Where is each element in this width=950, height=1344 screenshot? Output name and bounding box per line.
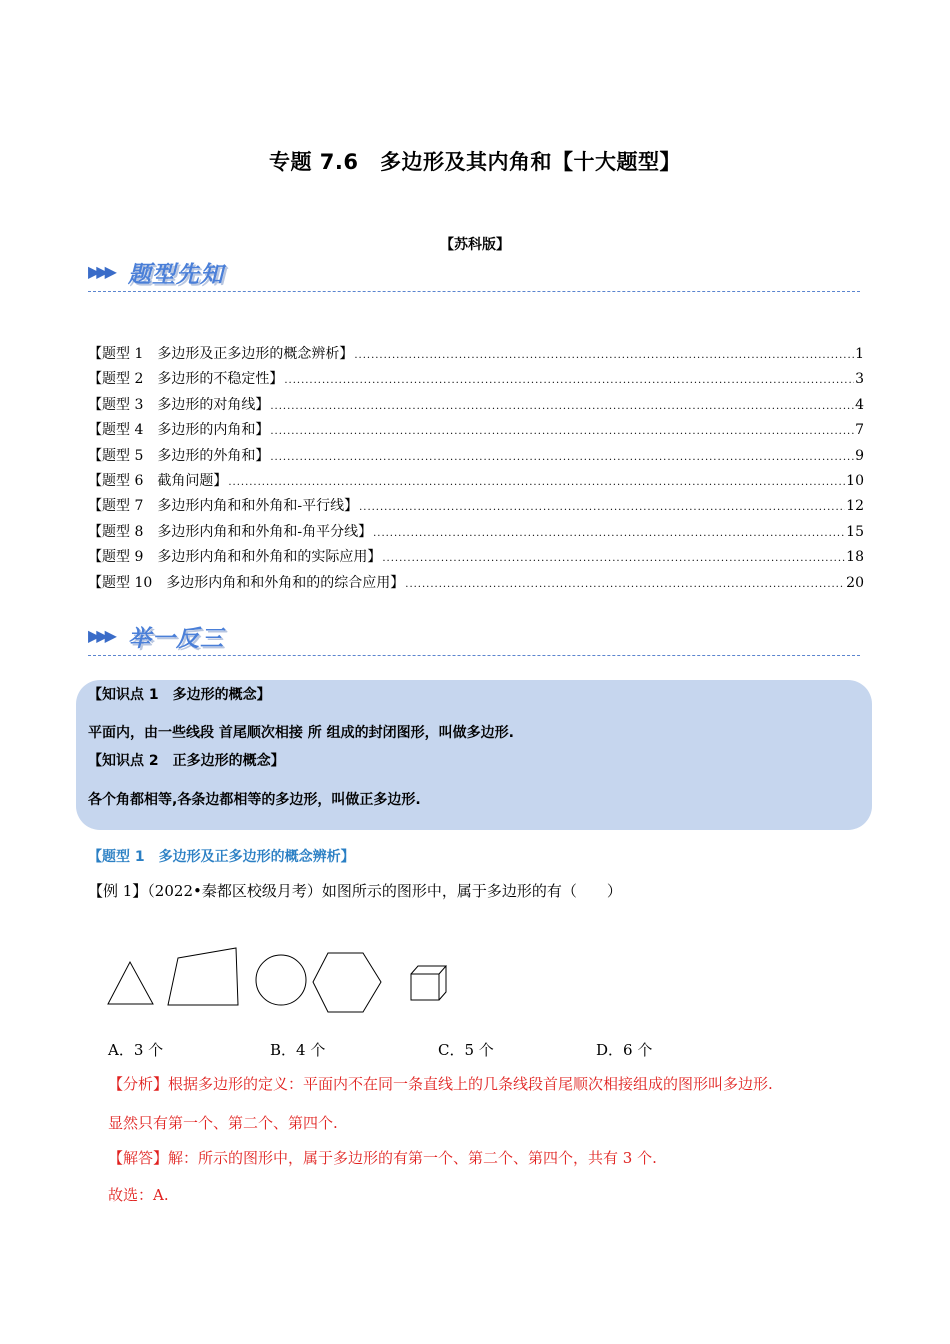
answer-line: 故选：A. xyxy=(108,1186,169,1204)
table-of-contents xyxy=(88,342,864,596)
toc-entry-page: 3 xyxy=(855,371,864,388)
question-type-heading: 【题型 1 多边形及正多边形的概念辨析】 xyxy=(88,849,355,865)
toc-entry-page: 1 xyxy=(855,346,864,362)
toc-entry-label: 【题型 4 多边形的内角和】 xyxy=(88,422,270,439)
knowledge-point-1-title: 【知识点 1 多边形的概念】 xyxy=(88,687,271,703)
triangle-shape xyxy=(108,962,153,1004)
edition-label: 【苏科版】 xyxy=(440,237,510,253)
divider xyxy=(88,291,860,292)
toc-entry[interactable] xyxy=(88,393,864,418)
toc-entry-page: 4 xyxy=(855,396,864,413)
section-banner-practice xyxy=(88,620,288,654)
banner-arrows-icon: ▶▶▶ xyxy=(88,262,113,281)
toc-entry-page: 18 xyxy=(846,549,864,566)
option-b: B．4 个 xyxy=(270,1041,326,1059)
shapes-figure xyxy=(100,940,500,1020)
solution-line: 【解答】解：所示的图形中，属于多边形的有第一个、第二个、第四个，共有 3 个. xyxy=(108,1149,657,1167)
toc-entry-label: 【题型 6 截角问题】 xyxy=(88,472,228,489)
banner-arrows-icon: ▶▶▶ xyxy=(88,626,113,645)
option-c: C．5 个 xyxy=(438,1041,494,1059)
cube-shape xyxy=(411,966,446,1000)
toc-entry-label: 【题型 1 多边形及正多边形的概念辨析】 xyxy=(88,346,354,362)
toc-entry[interactable] xyxy=(88,418,864,443)
analysis-line-1: 【分析】根据多边形的定义：平面内不在同一条直线上的几条线段首尾顺次相接组成的图形叫多边形. xyxy=(108,1075,773,1093)
toc-entry-page: 10 xyxy=(846,472,864,489)
toc-entry-label: 【题型 9 多边形内角和和外角和的实际应用】 xyxy=(88,549,382,566)
section-banner-preview xyxy=(88,256,288,290)
toc-leader xyxy=(270,394,854,419)
toc-entry-page: 20 xyxy=(846,574,864,591)
knowledge-point-2-title: 【知识点 2 正多边形的概念】 xyxy=(88,753,285,769)
toc-entry[interactable] xyxy=(88,545,864,570)
knowledge-point-2-text: 各个角都相等,各条边都相等的多边形，叫做正多边形. xyxy=(88,792,421,808)
toc-entry-page: 12 xyxy=(846,498,864,515)
toc-leader xyxy=(270,445,854,470)
toc-entry-label: 【题型 5 多边形的外角和】 xyxy=(88,447,270,464)
toc-entry[interactable] xyxy=(88,494,864,519)
toc-entry[interactable] xyxy=(88,571,864,596)
example-question: 【例 1】（2022•秦都区校级月考）如图所示的图形中，属于多边形的有（ ） xyxy=(88,882,622,900)
knowledge-point-1-text: 平面内，由一些线段 首尾顺次相接 所 组成的封闭图形，叫做多边形. xyxy=(88,725,514,741)
analysis-line-2: 显然只有第一个、第二个、第四个. xyxy=(108,1114,338,1132)
toc-entry[interactable] xyxy=(88,367,864,392)
toc-leader xyxy=(354,343,854,368)
toc-entry-label: 【题型 2 多边形的不稳定性】 xyxy=(88,371,284,388)
page-title: 专题 7.6 多边形及其内角和【十大题型】 xyxy=(268,150,681,174)
toc-entry-label: 【题型 7 多边形内角和和外角和-平行线】 xyxy=(88,498,359,515)
toc-entry-page: 7 xyxy=(855,422,864,439)
toc-leader xyxy=(373,521,845,546)
banner-title: 题型先知 xyxy=(128,262,224,288)
toc-entry-page: 9 xyxy=(855,447,864,464)
toc-entry-page: 15 xyxy=(846,523,864,540)
toc-entry[interactable] xyxy=(88,342,864,367)
quadrilateral-shape xyxy=(168,948,238,1005)
toc-leader xyxy=(270,419,854,444)
toc-entry-label: 【题型 3 多边形的对角线】 xyxy=(88,396,270,413)
toc-entry-label: 【题型 8 多边形内角和和外角和-角平分线】 xyxy=(88,523,373,540)
toc-entry[interactable] xyxy=(88,444,864,469)
toc-entry[interactable] xyxy=(88,520,864,545)
hexagon-shape xyxy=(313,953,381,1012)
toc-leader xyxy=(382,546,845,571)
option-a: A．3 个 xyxy=(108,1041,164,1059)
option-d: D．6 个 xyxy=(596,1041,653,1059)
toc-leader xyxy=(359,495,845,520)
divider xyxy=(88,655,860,656)
toc-leader xyxy=(228,470,845,495)
toc-entry[interactable] xyxy=(88,469,864,494)
toc-entry-label: 【题型 10 多边形内角和和外角和的的综合应用】 xyxy=(88,574,405,591)
toc-leader xyxy=(405,572,845,597)
toc-leader xyxy=(284,368,854,393)
banner-title: 举一反三 xyxy=(128,626,224,652)
circle-shape xyxy=(256,955,306,1005)
